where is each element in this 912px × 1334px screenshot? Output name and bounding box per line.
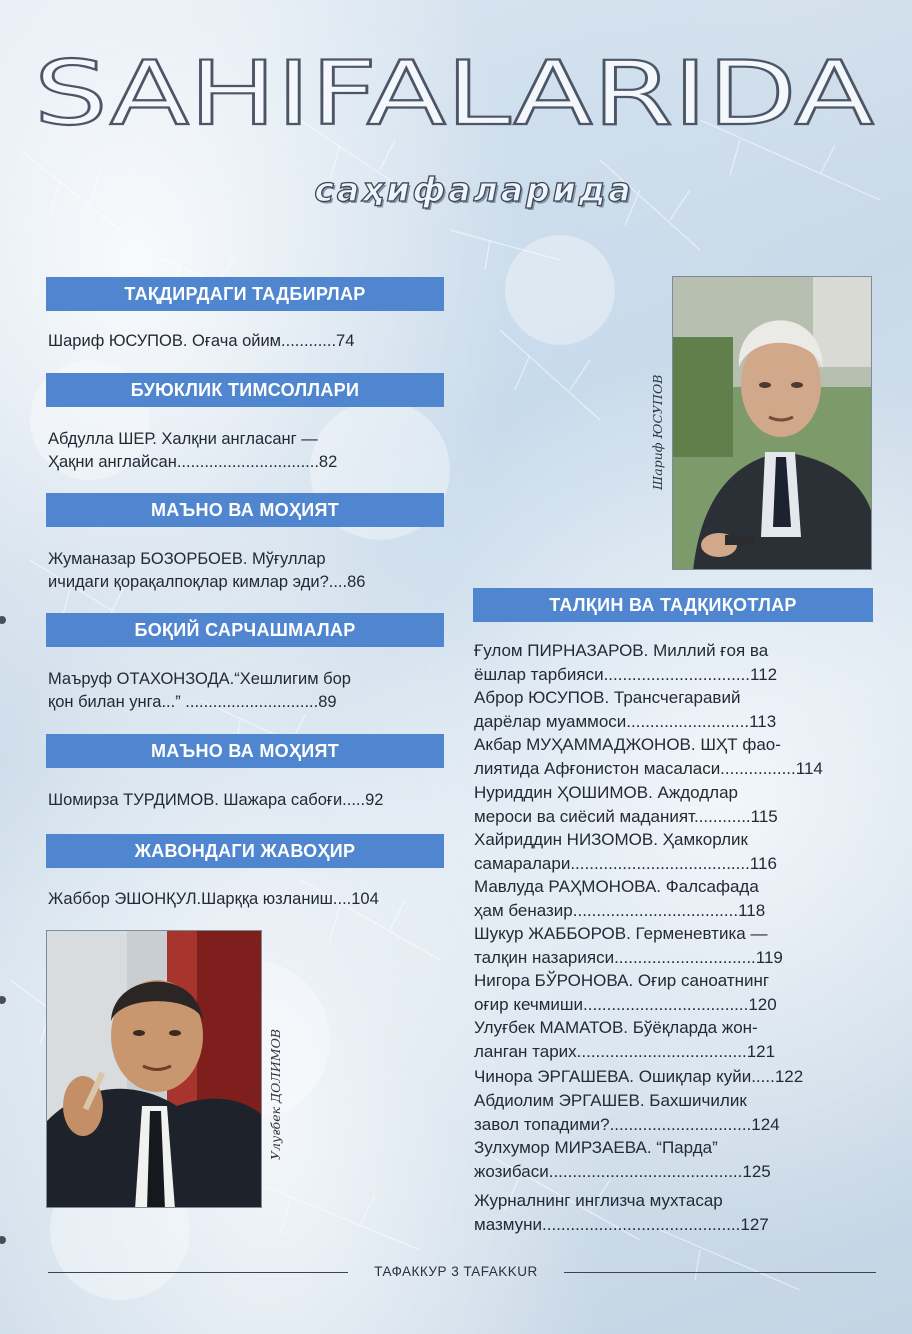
entry-line: Зулхумор МИРЗАЕВА. “Парда” <box>474 1138 718 1157</box>
entry-line: завол топадими?..............................124 <box>474 1115 780 1134</box>
entry-line: Ғулом ПИРНАЗАРОВ. Миллий ғоя ва <box>474 641 769 660</box>
entry-line: мероси ва сиёсий маданият............115 <box>474 807 778 826</box>
entry-line: талқин назарияси..............................119 <box>474 948 783 967</box>
toc-entry[interactable] <box>474 1016 874 1064</box>
footer-text: ТАФАККУР 3 TAFAKKUR <box>374 1264 538 1279</box>
entry-line: ёшлар тарбияси...............................112 <box>474 665 778 684</box>
entry-line: Маъруф ОТАХОНЗОДА.“Хешлигим бор <box>48 670 351 688</box>
entry-line: ичидаги қорақалпоқлар кимлар эди?....86 <box>48 573 366 591</box>
entry-line: оғир кечмиши...................................120 <box>474 995 777 1014</box>
entry-line: Абдиолим ЭРГАШЕВ. Бахшичилик <box>474 1091 747 1110</box>
section-heading-3: МАЪНО ВА МОҲИЯТ <box>46 493 444 527</box>
toc-entry[interactable] <box>474 875 874 923</box>
toc-entry[interactable] <box>48 668 448 714</box>
entry-line: лиятида Афғонистон масаласи................114 <box>474 759 823 778</box>
toc-entry[interactable] <box>474 1089 874 1137</box>
toc-entry[interactable] <box>474 828 874 876</box>
entry-line: дарёлар муаммоси..........................113 <box>474 712 777 731</box>
toc-entry[interactable] <box>474 686 874 734</box>
entry-line: ҳам беназир...................................118 <box>474 901 766 920</box>
toc-entry[interactable] <box>48 548 448 594</box>
toc-entry[interactable] <box>48 789 448 812</box>
cyrillic-title <box>0 170 912 209</box>
toc-entry[interactable] <box>474 1136 874 1184</box>
portrait-photo-yusupov <box>672 276 872 570</box>
latin-title <box>34 40 884 140</box>
toc-entry[interactable] <box>474 922 874 970</box>
entry-line: Абдулла ШЕР. Халқни англасанг — <box>48 430 318 448</box>
section-heading-5: МАЪНО ВА МОҲИЯТ <box>46 734 444 768</box>
section-heading-2: БУЮКЛИК ТИМСОЛЛАРИ <box>46 373 444 407</box>
portrait-illustration <box>47 931 262 1208</box>
entry-line: Шариф ЮСУПОВ. Оғача ойим............74 <box>48 332 355 350</box>
toc-entry[interactable] <box>474 733 874 781</box>
entry-line: Чинора ЭРГАШЕВА. Ошиқлар куйи.....122 <box>474 1067 804 1086</box>
entry-line: Жаббор ЭШОНҚУЛ.Шарққа юзланиш....104 <box>48 890 379 908</box>
photo-caption-dolimov: Улуғбек ДОЛИМОВ <box>268 1029 283 1160</box>
entry-line: қон билан унга...” .............................89 <box>48 693 337 711</box>
entry-line: Журналнинг инглизча мухтасар <box>474 1191 723 1210</box>
entry-line: самаралари......................................116 <box>474 854 777 873</box>
toc-entry[interactable] <box>474 1065 874 1089</box>
entry-line: жозибаси.........................................125 <box>474 1162 771 1181</box>
entry-line: мазмуни..........................................127 <box>474 1215 769 1234</box>
entry-line: Нигора БЎРОНОВА. Оғир саноатнинг <box>474 971 770 990</box>
toc-entry[interactable] <box>48 428 448 474</box>
section-heading-right: ТАЛҚИН ВА ТАДҚИҚОТЛАР <box>473 588 873 622</box>
section-heading-4: БОҚИЙ САРЧАШМАЛАР <box>46 613 444 647</box>
entry-line: Хайриддин НИЗОМОВ. Ҳамкорлик <box>474 830 748 849</box>
latin-title-text: SAHIFALARIDA <box>34 42 875 140</box>
entry-line: Жуманазар БОЗОРБОЕВ. Мўғуллар <box>48 550 326 568</box>
entry-line: Нуриддин ҲОШИМОВ. Аждодлар <box>474 783 738 802</box>
toc-entry[interactable] <box>48 330 448 353</box>
binder-holes <box>0 0 20 1334</box>
toc-entry[interactable] <box>474 639 874 687</box>
entry-line: Аброр ЮСУПОВ. Трансчегаравий <box>474 688 741 707</box>
toc-entry[interactable] <box>474 1189 874 1237</box>
photo-caption-yusupov: Шариф ЮСУПОВ <box>650 374 665 490</box>
toc-entry[interactable] <box>474 781 874 829</box>
entry-line: Акбар МУҲАММАДЖОНОВ. ШҲТ фао- <box>474 735 781 754</box>
toc-entry[interactable] <box>48 888 448 911</box>
entry-line: Шомирза ТУРДИМОВ. Шажара сабоғи.....92 <box>48 791 384 809</box>
entry-line: Ҳақни англайсан...............................82 <box>48 453 338 471</box>
entry-line: Мавлуда РАҲМОНОВА. Фалсафада <box>474 877 759 896</box>
footer <box>0 1264 912 1279</box>
entry-line: ланган тарих....................................121 <box>474 1042 776 1061</box>
portrait-illustration <box>673 277 872 570</box>
portrait-photo-dolimov <box>46 930 262 1208</box>
entry-line: Шукур ЖАББОРОВ. Герменевтика — <box>474 924 768 943</box>
entry-line: Улуғбек МАМАТОВ. Бўёқларда жон- <box>474 1018 758 1037</box>
section-heading-6: ЖАВОНДАГИ ЖАВОҲИР <box>46 834 444 868</box>
section-heading-1: ТАҚДИРДАГИ ТАДБИРЛАР <box>46 277 444 311</box>
toc-entry[interactable] <box>474 969 874 1017</box>
cyrillic-title-text: саҳифаларида <box>314 170 634 209</box>
